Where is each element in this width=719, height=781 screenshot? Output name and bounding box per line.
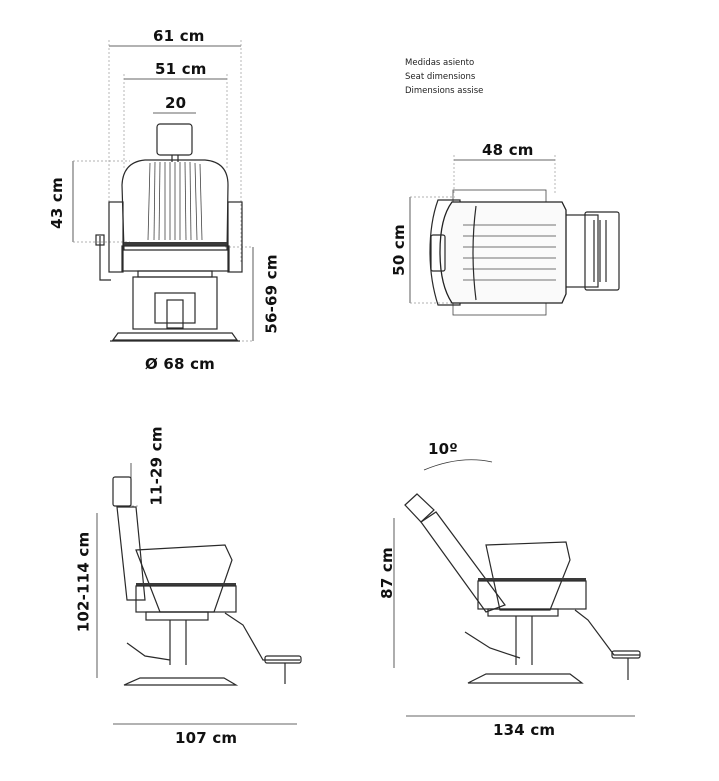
label-reclined-height: 87 cm [377, 547, 396, 599]
reclined-view-drawing [394, 460, 640, 716]
top-view-drawing [410, 155, 619, 315]
angle-arc [424, 460, 492, 470]
note-seat-dimensions: Seat dimensions [405, 72, 476, 82]
label-seat-height: 56-69 cm [262, 254, 281, 334]
headrest [157, 124, 192, 155]
label-side-length: 107 cm [175, 729, 238, 747]
label-top-seat-width: 48 cm [482, 141, 534, 159]
label-reclined-length: 134 cm [493, 721, 556, 739]
side-view-drawing [97, 463, 301, 724]
label-base-diameter: Ø 68 cm [145, 355, 215, 373]
note-dimensions-assise: Dimensions assise [405, 86, 484, 96]
seat-cushion [440, 202, 566, 303]
label-top-seat-depth: 50 cm [389, 224, 408, 276]
label-recline-angle: 10º [428, 440, 458, 458]
round-base [113, 333, 237, 340]
label-headrest-width: 20 [165, 94, 187, 112]
front-view-drawing [73, 40, 253, 341]
note-medidas-asiento: Medidas asiento [405, 58, 475, 68]
label-total-height: 102-114 cm [74, 531, 93, 633]
label-backrest-height: 43 cm [47, 177, 66, 229]
label-seat-width: 51 cm [155, 60, 207, 78]
label-overall-width: 61 cm [153, 27, 205, 45]
label-headrest-adjust: 11-29 cm [147, 426, 166, 506]
